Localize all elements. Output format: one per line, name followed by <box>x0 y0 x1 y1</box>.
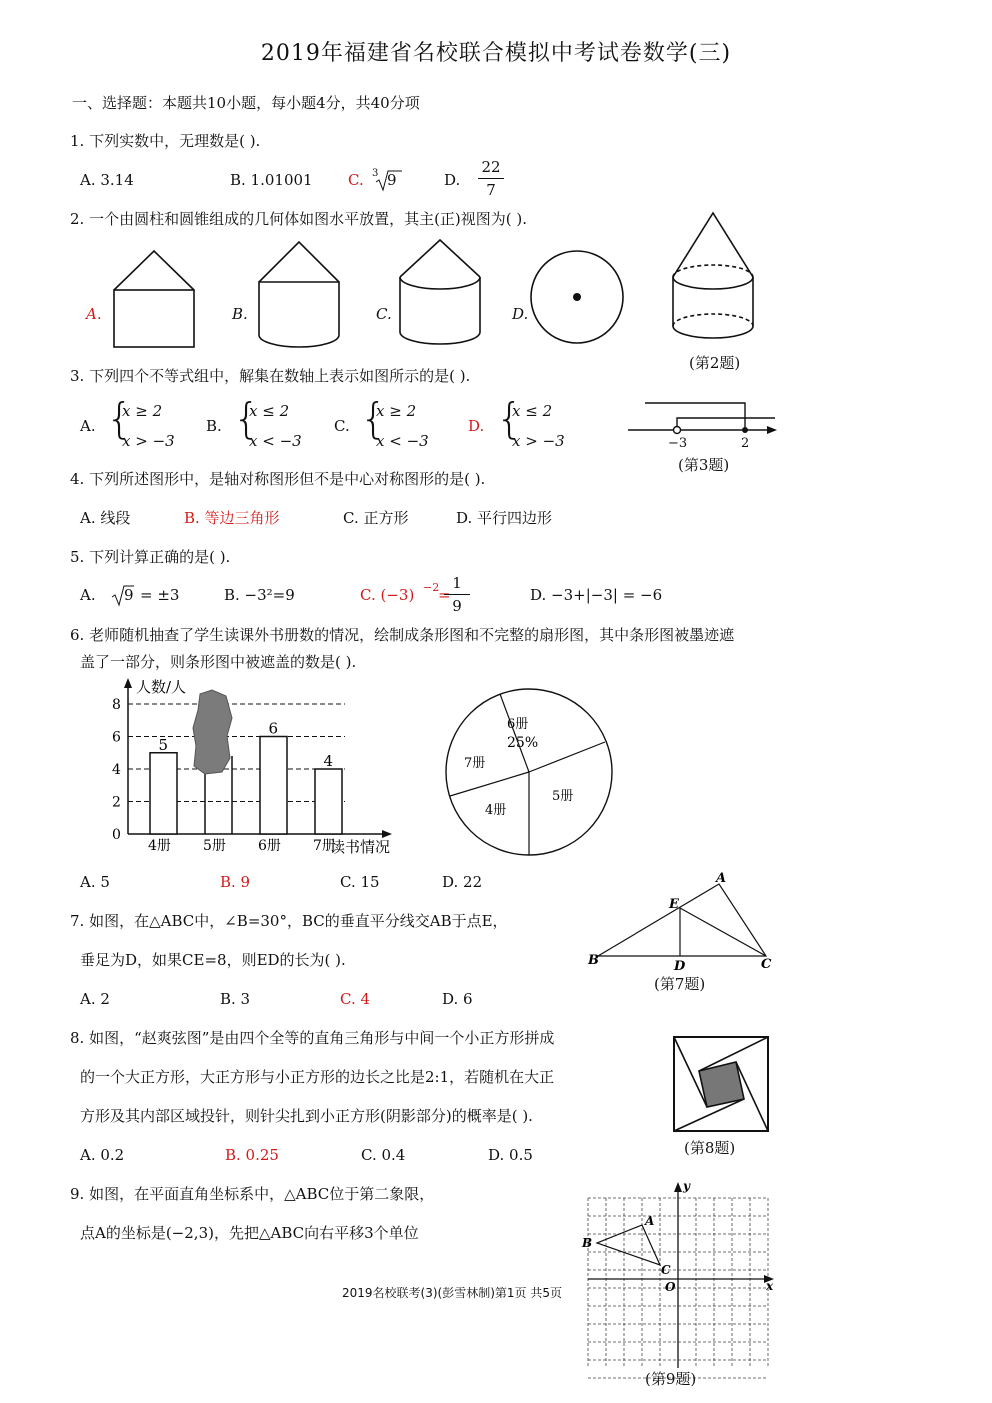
page-title: 2019年福建省名校联合模拟中考试卷数学(三) <box>260 41 732 66</box>
q3-a-line2: x > −3 <box>122 432 175 450</box>
q7-triangle-figure <box>588 871 778 974</box>
x-axis-label: 读书情况 <box>330 838 391 856</box>
q3-a-line1: x ≥ 2 <box>122 402 163 420</box>
q8-stem-line2: 的一个大正方形，大正方形与小正方形的边长之比是2:1，若随机在大正 <box>80 1068 555 1086</box>
bar-value-label: 5 <box>158 735 169 754</box>
q2-option-d-label: D. <box>512 305 529 323</box>
y-tick-label: 0 <box>112 827 121 843</box>
q5-option-c-fraction <box>444 574 470 615</box>
q3-tick-right: 2 <box>741 436 750 451</box>
bar-value-label: 6 <box>268 719 279 738</box>
section-heading: 一、选择题：本题共10小题，每小题4分，共40分项 <box>72 94 420 112</box>
q1-option-c-index: 3 <box>372 168 379 179</box>
q3-d-line1: x ≤ 2 <box>512 402 553 420</box>
q3-b-line2: x < −3 <box>249 432 302 450</box>
point-a-label: A <box>716 871 727 886</box>
q1-option-a: A. 3.14 <box>80 171 134 189</box>
q6-pie-chart <box>440 672 640 872</box>
bar <box>260 737 287 835</box>
q2-caption: (第2题) <box>689 354 741 372</box>
q6-stem-line1: 6. 老师随机抽查了学生读课外书册数的情况，绘制成条形图和不完整的扇形图，其中条形图被墨迹遮 <box>70 626 735 644</box>
brace-icon: { <box>233 394 260 443</box>
q2-view-d <box>531 251 623 343</box>
y-axis-label: 人数/人 <box>136 678 187 696</box>
q4-stem: 4. 下列所述图形中，是轴对称图形但不是中心对称图形的是( ). <box>70 470 486 488</box>
q8-zhao-shuang-figure <box>672 1035 772 1135</box>
brace-icon: { <box>496 394 523 443</box>
q6-stem-line2: 盖了一部分，则条形图中被遮盖的数是( ). <box>80 653 357 671</box>
origin-label: O <box>665 1280 676 1294</box>
pie-label-4: 4册 <box>485 803 507 818</box>
q6-option-c: C. 15 <box>340 873 380 891</box>
q6-bar-chart <box>100 676 400 856</box>
q1-option-b: B. 1.01001 <box>230 171 313 189</box>
point-c-label: C <box>761 957 772 972</box>
page-footer: 2019名校联考(3)(彭雪林制)第1页 共5页 <box>342 1283 562 1303</box>
q7-option-d: D. 6 <box>442 990 473 1008</box>
q1-option-d-fraction <box>478 158 504 199</box>
y-tick-label: 6 <box>112 729 121 746</box>
q7-stem-line1: 7. 如图，在△ABC中，∠B=30°，BC的垂直平分线交AB于点E， <box>70 912 508 930</box>
y-tick-label: 8 <box>112 697 121 713</box>
q5-option-c-equals: = <box>438 586 451 604</box>
q4-option-c: C. 正方形 <box>343 509 409 527</box>
arrow-icon <box>767 426 777 434</box>
q2-view-c <box>400 240 480 344</box>
point-c-label: C <box>661 1263 671 1277</box>
q1-option-c-label: C. <box>348 171 364 189</box>
q1-option-d-label: D. <box>444 171 461 189</box>
pie-label-5: 5册 <box>552 789 574 804</box>
ink-blot <box>193 690 232 774</box>
q2-option-a-label: A. <box>86 305 102 323</box>
q8-option-d: D. 0.5 <box>488 1146 533 1164</box>
fraction-numerator: 22 <box>481 158 501 176</box>
q6-option-d: D. 22 <box>442 873 483 891</box>
q4-option-d: D. 平行四边形 <box>456 509 553 527</box>
pie-pct-6: 25% <box>507 735 539 751</box>
point-d-label: D <box>674 959 686 974</box>
y-axis-label: y <box>683 1179 690 1193</box>
q3-option-d-label: D. <box>468 417 485 435</box>
q3-option-c-label: C. <box>334 417 350 435</box>
bar <box>315 769 342 834</box>
y-axis-arrow-icon <box>124 678 132 688</box>
y-tick-label: 4 <box>112 762 121 778</box>
q3-d-line2: x > −3 <box>512 432 565 450</box>
q5-option-b: B. −3²=9 <box>224 586 295 604</box>
q6-option-a: A. 5 <box>80 873 110 891</box>
q9-caption: (第9题) <box>645 1370 697 1388</box>
q2-solid-figure <box>673 213 753 338</box>
brace-icon: { <box>106 394 133 443</box>
x-tick-label: 7册 <box>313 838 336 854</box>
q7-option-c: C. 4 <box>340 990 371 1008</box>
q8-option-a: A. 0.2 <box>80 1146 125 1164</box>
x-axis-label: x <box>766 1279 774 1293</box>
q5-option-c-label: C. (−3) <box>360 586 415 604</box>
brace-icon: { <box>360 394 387 443</box>
point-a-label: A <box>645 1214 655 1228</box>
q2-view-b <box>259 242 339 347</box>
q9-stem-line2: 点A的坐标是(−2,3)，先把△ABC向右平移3个单位 <box>80 1224 419 1242</box>
point-b-label: B <box>588 953 599 968</box>
x-tick-label: 5册 <box>203 838 226 854</box>
q8-stem-line3: 方形及其内部区域投针，则针尖扎到小正方形(阴影部分)的概率是( ). <box>80 1107 533 1125</box>
fraction-denominator: 7 <box>486 181 496 199</box>
y-axis-arrow-icon <box>674 1182 682 1192</box>
bar <box>150 753 177 834</box>
q5-option-a-rest: = ±3 <box>140 586 180 604</box>
x-tick-label: 6册 <box>258 838 281 854</box>
q3-number-line <box>625 400 795 450</box>
q2-option-c-label: C. <box>376 305 392 323</box>
q8-stem-line1: 8. 如图，“赵爽弦图”是由四个全等的直角三角形与中间一个小正方形拼成 <box>70 1029 555 1047</box>
q5-option-a-label: A. <box>80 586 96 604</box>
q7-option-b: B. 3 <box>220 990 251 1008</box>
q5-option-d: D. −3+|−3| = −6 <box>530 586 663 604</box>
q1-option-c-value: 9 <box>387 171 397 189</box>
q3-stem: 3. 下列四个不等式组中，解集在数轴上表示如图所示的是( ). <box>70 367 471 385</box>
q2-figures <box>0 205 992 375</box>
q3-caption: (第3题) <box>678 456 730 474</box>
y-tick-label: 2 <box>112 794 121 811</box>
q2-option-b-label: B. <box>232 305 248 323</box>
q7-caption: (第7题) <box>654 975 706 993</box>
q5-option-a-value: 9 <box>124 586 134 604</box>
q4-option-b: B. 等边三角形 <box>184 509 280 527</box>
q3-c-line2: x < −3 <box>376 432 429 450</box>
q6-option-b: B. 9 <box>220 873 251 891</box>
point-e-label: E <box>669 897 679 912</box>
x-tick-label: 4册 <box>148 838 171 854</box>
q9-coordinate-grid <box>578 1180 778 1370</box>
pie-label-6: 6册 <box>507 717 529 732</box>
q5-option-c-exponent: −2 <box>423 581 440 594</box>
q8-caption: (第8题) <box>684 1139 736 1157</box>
q4-option-a: A. 线段 <box>80 509 131 527</box>
q3-option-b-label: B. <box>206 417 222 435</box>
q1-stem: 1. 下列实数中，无理数是( ). <box>70 132 261 150</box>
q5-stem: 5. 下列计算正确的是( ). <box>70 548 231 566</box>
fraction-numerator: 1 <box>452 574 462 592</box>
q3-tick-left: −3 <box>668 436 688 451</box>
q2-view-a <box>114 251 194 347</box>
q3-c-line1: x ≥ 2 <box>376 402 417 420</box>
bar-value-label: 4 <box>323 752 334 770</box>
pie-label-7: 7册 <box>464 756 486 771</box>
q3-option-a-label: A. <box>80 417 96 435</box>
q9-stem-line1: 9. 如图，在平面直角坐标系中，△ABC位于第二象限， <box>70 1185 435 1203</box>
x-axis-arrow-icon <box>382 830 392 838</box>
fraction-denominator: 9 <box>452 597 462 615</box>
q7-stem-line2: 垂足为D，如果CE=8，则ED的长为( ). <box>80 951 346 969</box>
q3-b-line1: x ≤ 2 <box>249 402 290 420</box>
q8-option-b: B. 0.25 <box>225 1146 279 1164</box>
q7-option-a: A. 2 <box>80 990 110 1008</box>
q2-stem: 2. 一个由圆柱和圆锥组成的几何体如图水平放置，其主(正)视图为( ). <box>70 210 528 228</box>
q8-option-c: C. 0.4 <box>361 1146 406 1164</box>
point-b-label: B <box>582 1236 593 1250</box>
